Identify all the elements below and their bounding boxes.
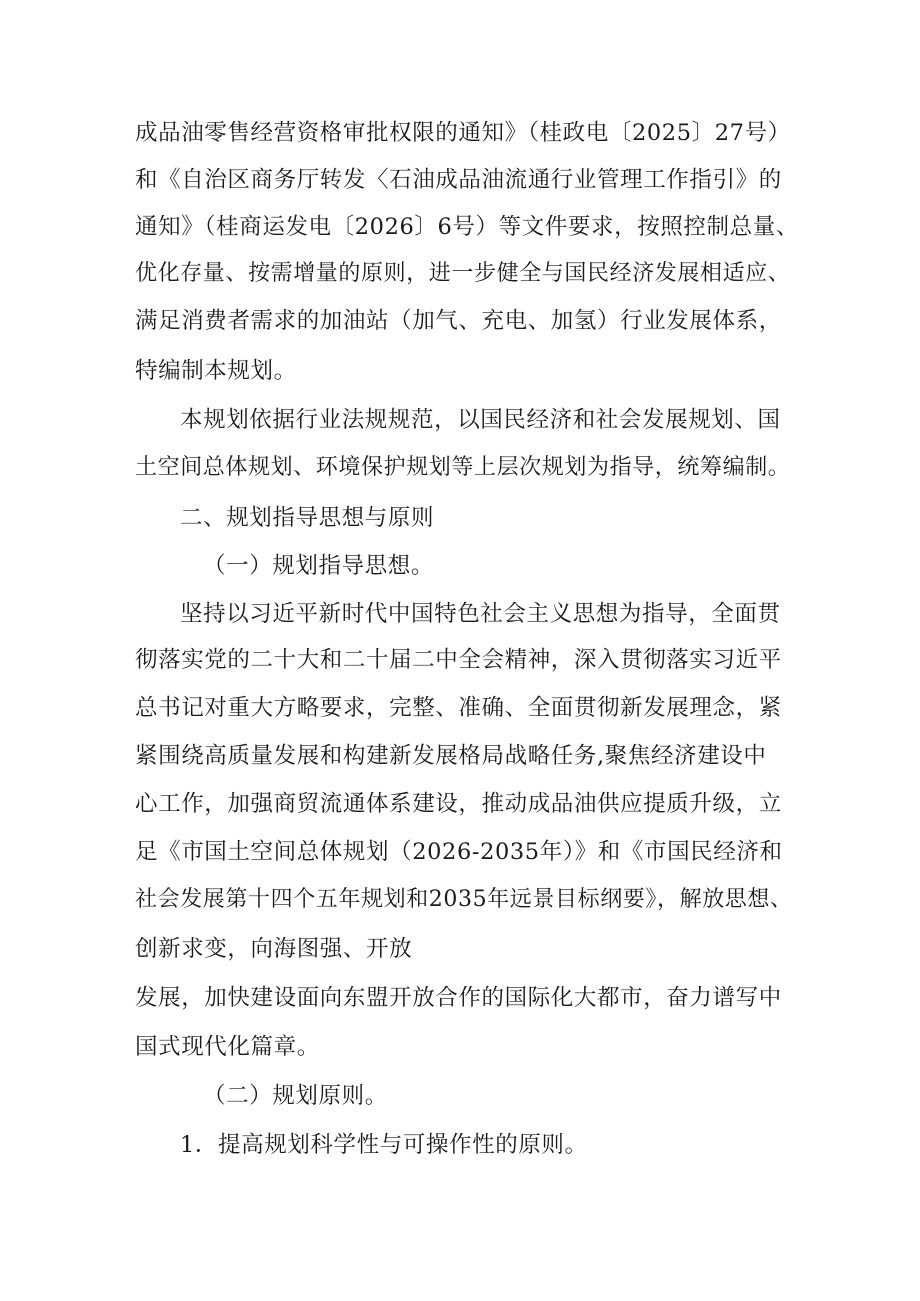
principle-item: 1．提高规划科学性与可操作性的原则。 xyxy=(180,1132,588,1158)
text-line: 国式现代化篇章。 xyxy=(135,1034,320,1060)
text-line: 紧围绕高质量发展和构建新发展格局战略任务,聚焦经济建设中 xyxy=(135,743,767,769)
text-line: 足《市国土空间总体规划（2026-2035年）》和《市国民经济和 xyxy=(135,839,783,865)
text-line: 土空间总体规划、环境保护规划等上层次规划为指导，统筹编制。 xyxy=(135,455,791,480)
text-line: 成品油零售经营资格审批权限的通知》（桂政电〔2025〕27号） xyxy=(135,120,791,146)
text-line: 发展，加快建设面向东盟开放合作的国际化大都市，奋力谱写中 xyxy=(135,985,782,1011)
paragraph-first-line: 本规划依据行业法规规范，以国民经济和社会发展规划、国 xyxy=(180,407,781,433)
subsection-heading: （一）规划指导思想。 xyxy=(203,553,435,579)
text-line: 社会发展第十四个五年规划和2035年远景目标纲要》，解放思想、 xyxy=(135,887,793,912)
text-line: 创新求变，向海图强、开放 xyxy=(135,936,413,962)
text-line: 优化存量、按需增量的原则，进一步健全与国民经济发展相适应、 xyxy=(135,261,791,286)
text-line: 通知》（桂商运发电〔2026〕6号）等文件要求，按照控制总量、 xyxy=(135,214,799,240)
text-line: 满足消费者需求的加油站（加气、充电、加氢）行业发展体系， xyxy=(135,308,782,334)
text-line: 心工作，加强商贸流通体系建设，推动成品油供应提质升级，立 xyxy=(135,791,782,817)
paragraph-first-line: 坚持以习近平新时代中国特色社会主义思想为指导，全面贯 xyxy=(180,601,781,627)
text-line: 和《自治区商务厅转发〈石油成品油流通行业管理工作指引》的 xyxy=(135,167,782,193)
text-line: 总书记对重大方略要求，完整、准确、全面贯彻新发展理念，紧 xyxy=(135,695,782,721)
section-heading: 二、规划指导思想与原则 xyxy=(180,505,435,531)
subsection-heading: （二）规划原则。 xyxy=(203,1083,388,1109)
text-line: 特编制本规划。 xyxy=(135,358,297,384)
text-line: 彻落实党的二十大和二十届二中全会精神，深入贯彻落实习近平 xyxy=(135,647,782,673)
